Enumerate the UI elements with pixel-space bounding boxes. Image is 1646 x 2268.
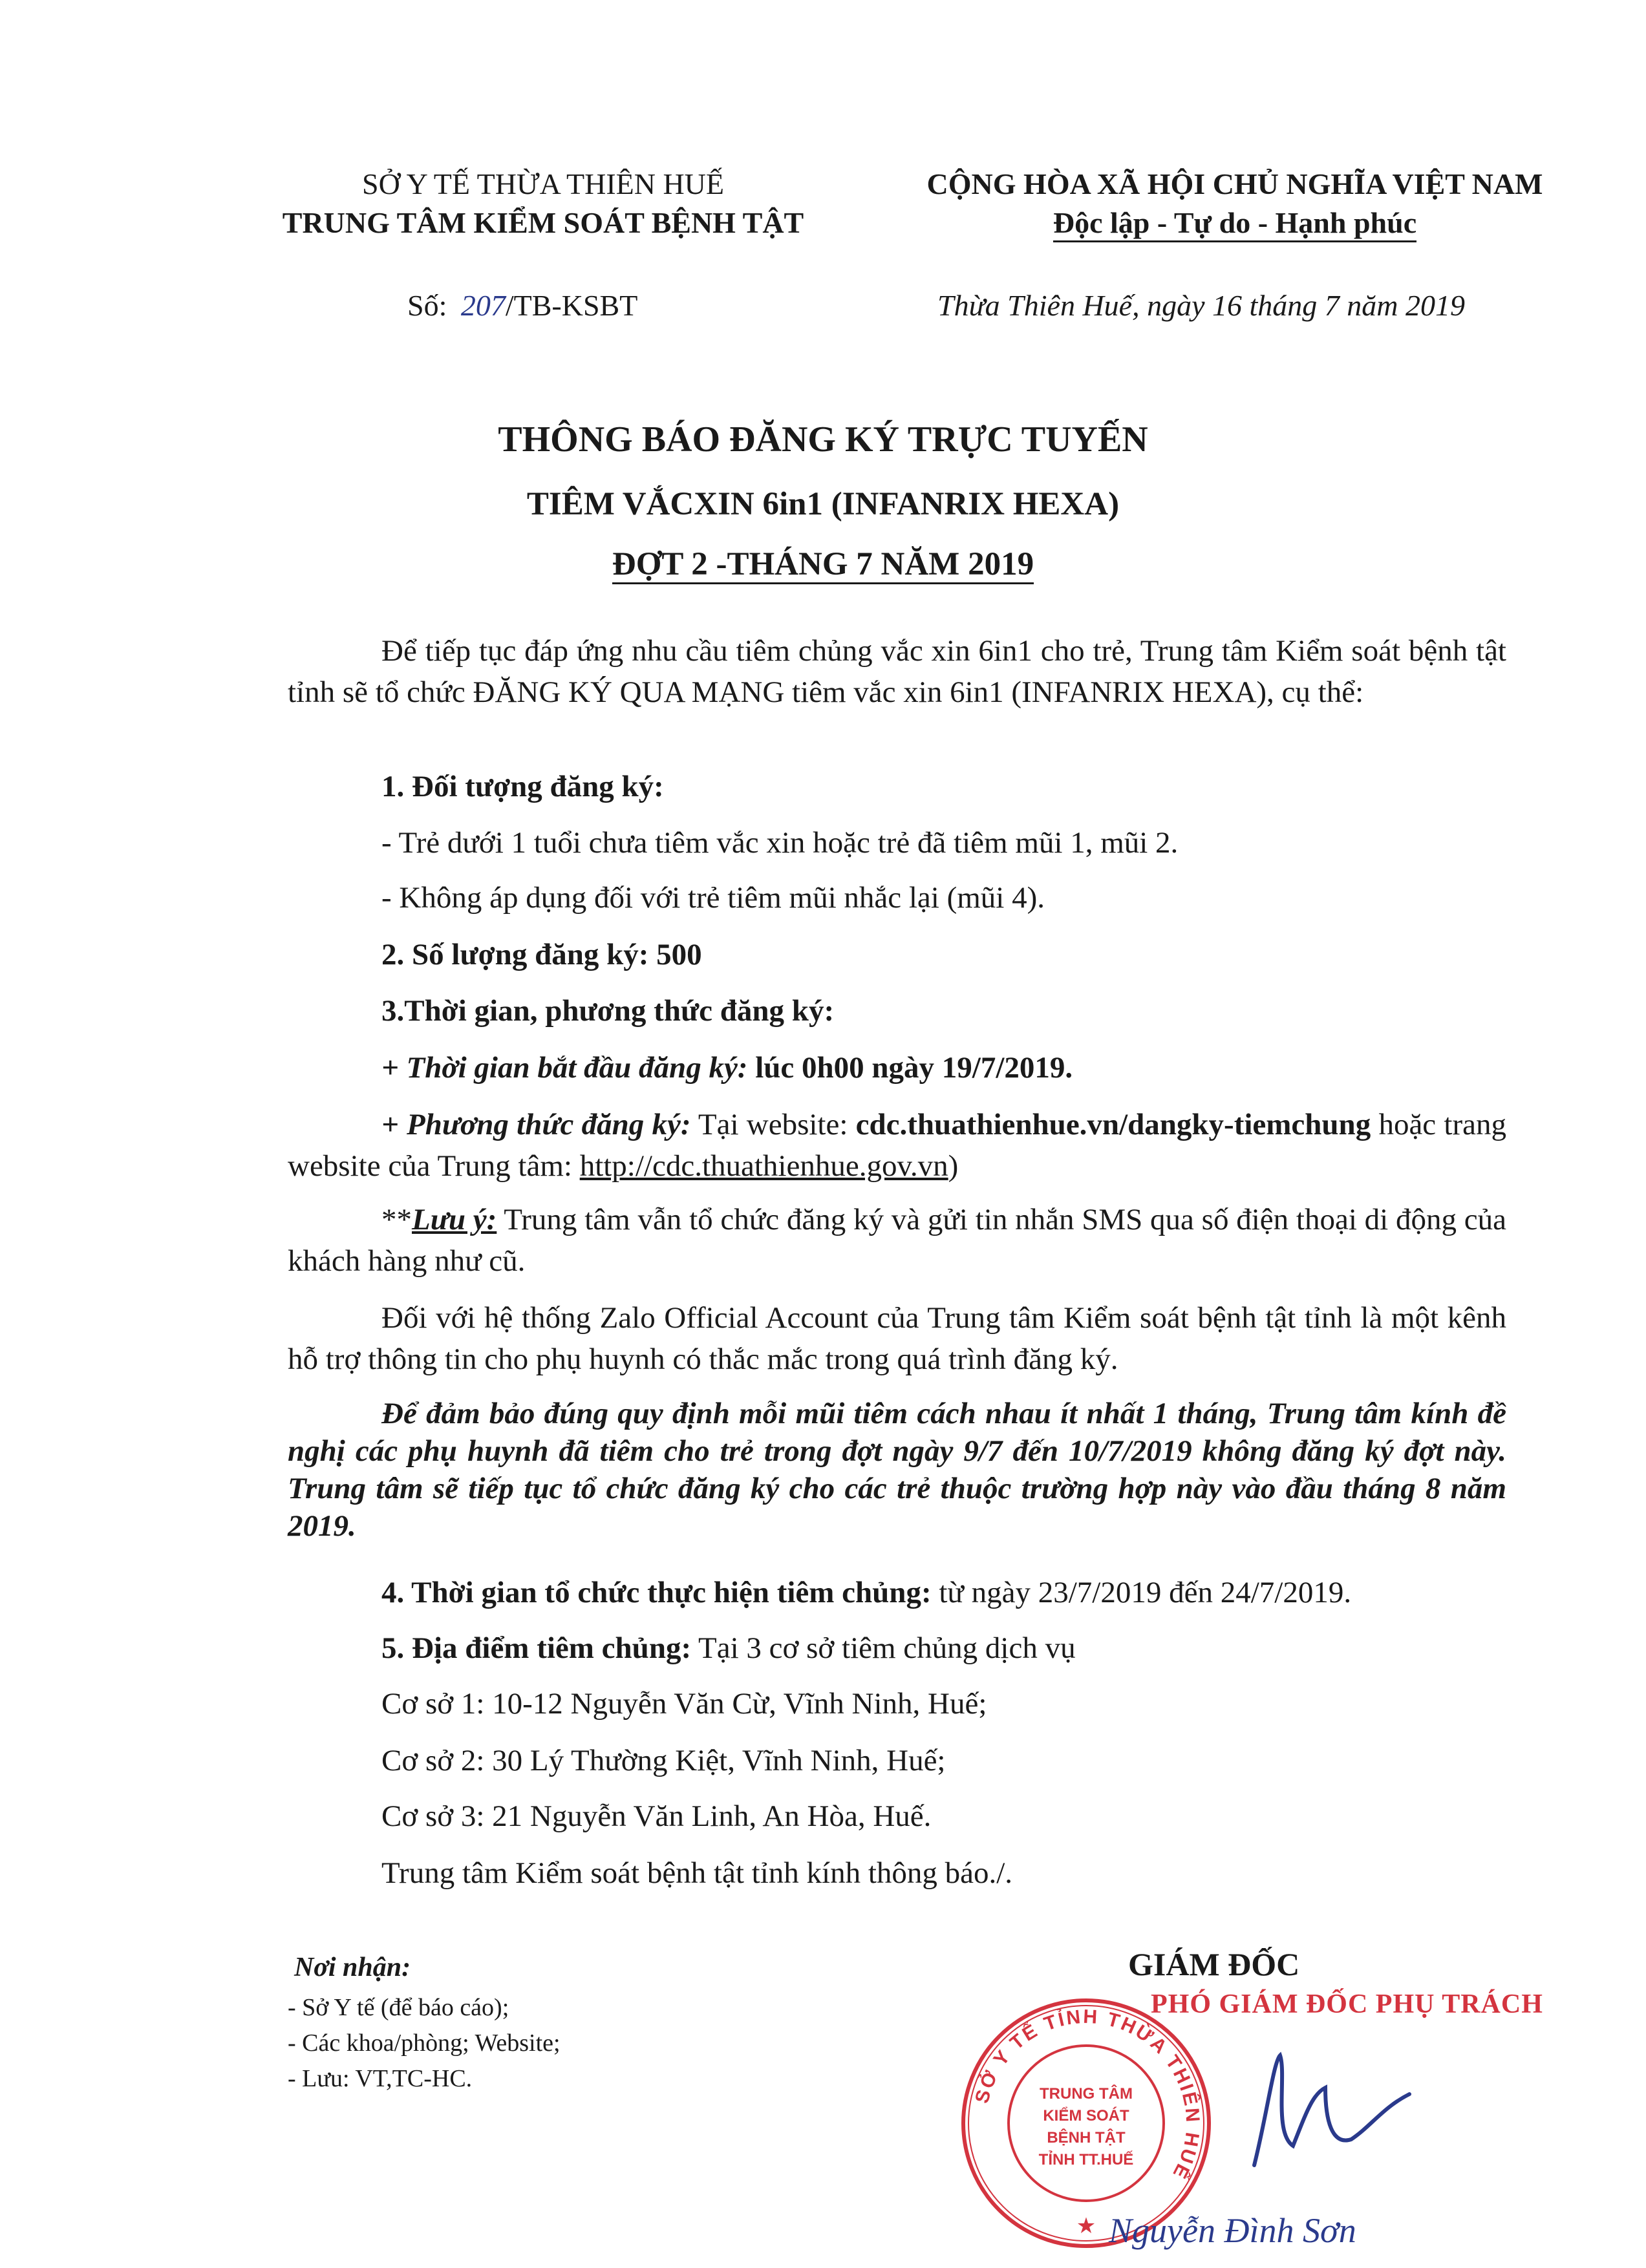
signer-name: Nguyễn Đình Sơn xyxy=(1109,2211,1356,2250)
zalo-paragraph xyxy=(288,1297,1506,1380)
section-4-heading: 4. Thời gian tổ chức thực hiện tiêm chủng: xyxy=(381,1576,932,1609)
agency-parent: SỞ Y TẾ THỪA THIÊN HUẾ xyxy=(362,167,724,200)
number-label: Số: xyxy=(407,289,447,322)
notice-subtitle: TIÊM VẮCXIN 6in1 (INFANRIX HEXA) xyxy=(526,486,1120,522)
section-5 xyxy=(381,1627,1076,1669)
notice-period xyxy=(0,542,1646,587)
section-4 xyxy=(381,1572,1351,1613)
method-text-2: hoặc trang website của Trung tâm: xyxy=(288,1108,1506,1183)
note-prefix: ** xyxy=(381,1203,412,1236)
warning-text: Để đảm bảo đúng quy định mỗi mũi tiêm cách nhau ít nhất 1 tháng, Trung tâm kính đề nghị các phụ huynh đã tiêm cho trẻ trong đợt ngày 9/7 đến 10/7/2019 không đăng ký đợt này. Trung tâm sẽ tiếp tục tổ chức đăng ký cho các trẻ thuộc trường hợp này vào đầu tháng 8 năm 2019. xyxy=(288,1397,1506,1543)
site-1: Cơ sở 1: 10-12 Nguyễn Văn Cừ, Vĩnh Ninh, Huế; xyxy=(381,1687,987,1721)
zalo-text: Đối với hệ thống Zalo Official Account của Trung tâm Kiểm soát bệnh tật tỉnh là một kênh hỗ trợ thông tin cho phụ huynh có thắc mắc trong quá trình đăng ký. xyxy=(288,1301,1506,1376)
recipient-3: - Lưu: VT,TC-HC. xyxy=(288,2065,473,2092)
svg-text:TỈNH TT.HUẾ: TỈNH TT.HUẾ xyxy=(1038,2151,1134,2168)
method-label: + Phương thức đăng ký: xyxy=(381,1108,691,1141)
recipient-1: - Sở Y tế (để báo cáo); xyxy=(288,1994,509,2021)
svg-text:TRUNG TÂM: TRUNG TÂM xyxy=(1040,2085,1133,2103)
section-3-heading: 3.Thời gian, phương thức đăng ký: xyxy=(381,994,835,1028)
number-handwritten: 207 xyxy=(460,289,506,322)
national-motto-text: Độc lập - Tự do - Hạnh phúc xyxy=(1053,206,1416,242)
note-label: Lưu ý: xyxy=(412,1203,497,1236)
warning-paragraph xyxy=(288,1395,1506,1545)
registration-start-value: lúc 0h00 ngày 19/7/2019. xyxy=(747,1051,1073,1085)
number-suffix: /TB-KSBT xyxy=(505,289,638,322)
method-text-1: Tại website: xyxy=(690,1108,856,1141)
registration-method xyxy=(288,1104,1506,1187)
recipient-2: - Các khoa/phòng; Website; xyxy=(288,2030,561,2057)
signer-title: GIÁM ĐỐC xyxy=(1128,1946,1300,1982)
national-motto xyxy=(860,204,1610,242)
svg-text:KIỂM SOÁT: KIỂM SOÁT xyxy=(1043,2107,1129,2125)
section-1-item-2: - Không áp dụng đối với trẻ tiêm mũi nhắc lại (mũi 4). xyxy=(381,881,1045,915)
svg-text:★: ★ xyxy=(1076,2214,1096,2238)
notice-title: THÔNG BÁO ĐĂNG KÝ TRỰC TUYẾN xyxy=(498,419,1148,460)
section-2-heading: 2. Số lượng đăng ký: 500 xyxy=(381,938,702,971)
section-1-item-1: - Trẻ dưới 1 tuổi chưa tiêm vắc xin hoặc trẻ đã tiêm mũi 1, mũi 2. xyxy=(381,826,1179,860)
document-number xyxy=(407,286,637,325)
place-date: Thừa Thiên Huế, ngày 16 tháng 7 năm 2019 xyxy=(937,289,1466,322)
method-text-3: ) xyxy=(948,1149,959,1183)
registration-url[interactable]: cdc.thuathienhue.vn/dangky-tiemchung xyxy=(855,1108,1371,1141)
note-text: Trung tâm vẫn tổ chức đăng ký và gửi tin nhắn SMS qua số điện thoại di động của khách hàng như cũ. xyxy=(288,1203,1506,1278)
site-3: Cơ sở 3: 21 Nguyễn Văn Linh, An Hòa, Huế. xyxy=(381,1799,932,1833)
section-5-heading: 5. Địa điểm tiêm chủng: xyxy=(381,1631,692,1665)
agency-name: TRUNG TÂM KIỂM SOÁT BỆNH TẬT xyxy=(282,206,804,239)
svg-text:BỆNH TẬT: BỆNH TẬT xyxy=(1047,2129,1126,2146)
website-link[interactable]: http://cdc.thuathienhue.gov.vn xyxy=(579,1149,948,1183)
closing-line: Trung tâm Kiểm soát bệnh tật tỉnh kính thông báo./. xyxy=(381,1856,1013,1890)
section-1-heading: 1. Đối tượng đăng ký: xyxy=(381,770,664,803)
signature-graphic xyxy=(1228,2036,1422,2178)
intro-text: Để tiếp tục đáp ứng nhu cầu tiêm chủng vắc xin 6in1 cho trẻ, Trung tâm Kiểm soát bệnh tật tỉnh sẽ tổ chức ĐĂNG KÝ QUA MẠNG tiêm vắc xin 6in1 (INFANRIX HEXA), cụ thể: xyxy=(288,634,1506,709)
registration-start-label: + Thời gian bắt đầu đăng ký: xyxy=(381,1051,748,1085)
handwritten-signature xyxy=(1228,2036,1422,2178)
note-paragraph xyxy=(288,1199,1506,1282)
notice-period-text: ĐỢT 2 -THÁNG 7 NĂM 2019 xyxy=(612,546,1034,584)
stamp-title: PHÓ GIÁM ĐỐC PHỤ TRÁCH xyxy=(1151,1989,1543,2019)
national-title: CỘNG HÒA XÃ HỘI CHỦ NGHĨA VIỆT NAM xyxy=(926,167,1543,200)
svg-text:SỞ Y TẾ TỈNH THỪA THIÊN HUẾ: SỞ Y TẾ TỈNH THỪA THIÊN HUẾ xyxy=(971,2006,1204,2184)
intro-paragraph xyxy=(288,630,1506,713)
recipients-heading: Nơi nhận: xyxy=(294,1953,411,1982)
section-4-value: từ ngày 23/7/2019 đến 24/7/2019. xyxy=(931,1576,1352,1609)
site-2: Cơ sở 2: 30 Lý Thường Kiệt, Vĩnh Ninh, Huế; xyxy=(381,1744,946,1777)
section-5-value: Tại 3 cơ sở tiêm chủng dịch vụ xyxy=(691,1631,1076,1665)
registration-start xyxy=(381,1047,1073,1088)
